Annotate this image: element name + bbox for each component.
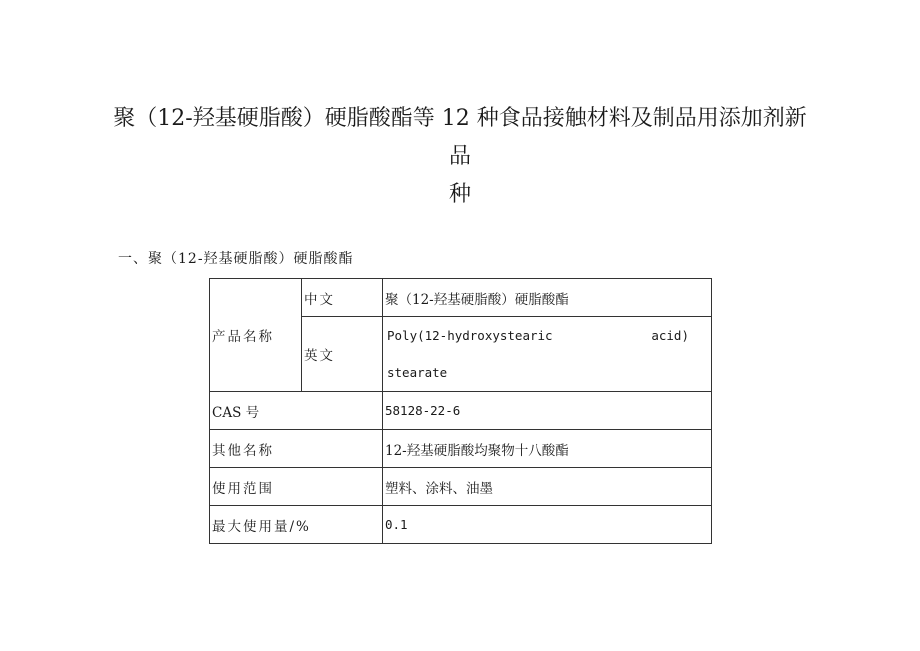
max-usage-label: 最大使用量/% (210, 506, 383, 544)
english-value-part-1: Poly(12-hydroxystearic (387, 328, 553, 343)
english-value-part-2: acid) (651, 328, 689, 343)
table-row (210, 506, 712, 544)
usage-value: 塑料、涂料、油墨 (383, 468, 712, 506)
usage-label: 使用范围 (210, 468, 383, 506)
specification-table (209, 278, 712, 544)
cas-label: CAS 号 (210, 392, 383, 430)
table-row (210, 430, 712, 468)
cas-value: 58128-22-6 (383, 392, 712, 430)
table-row (210, 392, 712, 430)
max-usage-value: 0.1 (383, 506, 712, 544)
english-value-part-3: stearate (387, 365, 448, 380)
title-line-1: 聚（12-羟基硬脂酸）硬脂酸酯等 12 种食品接触材料及制品用添加剂新 (113, 106, 807, 131)
title-line-3: 种 (448, 182, 471, 207)
product-name-label: 产品名称 (210, 279, 302, 392)
table-row (210, 279, 712, 317)
table-row (210, 468, 712, 506)
title-line-2: 品 (448, 144, 471, 169)
chinese-label: 中文 (302, 279, 383, 317)
other-names-value: 12-羟基硬脂酸均聚物十八酸酯 (383, 430, 712, 468)
english-label: 英文 (302, 317, 383, 392)
section-heading: 一、聚（12-羟基硬脂酸）硬脂酸酯 (118, 251, 354, 267)
chinese-value: 聚（12-羟基硬脂酸）硬脂酸酯 (383, 279, 712, 317)
english-value (383, 317, 712, 392)
other-names-label: 其他名称 (210, 430, 383, 468)
document-title (60, 100, 860, 214)
